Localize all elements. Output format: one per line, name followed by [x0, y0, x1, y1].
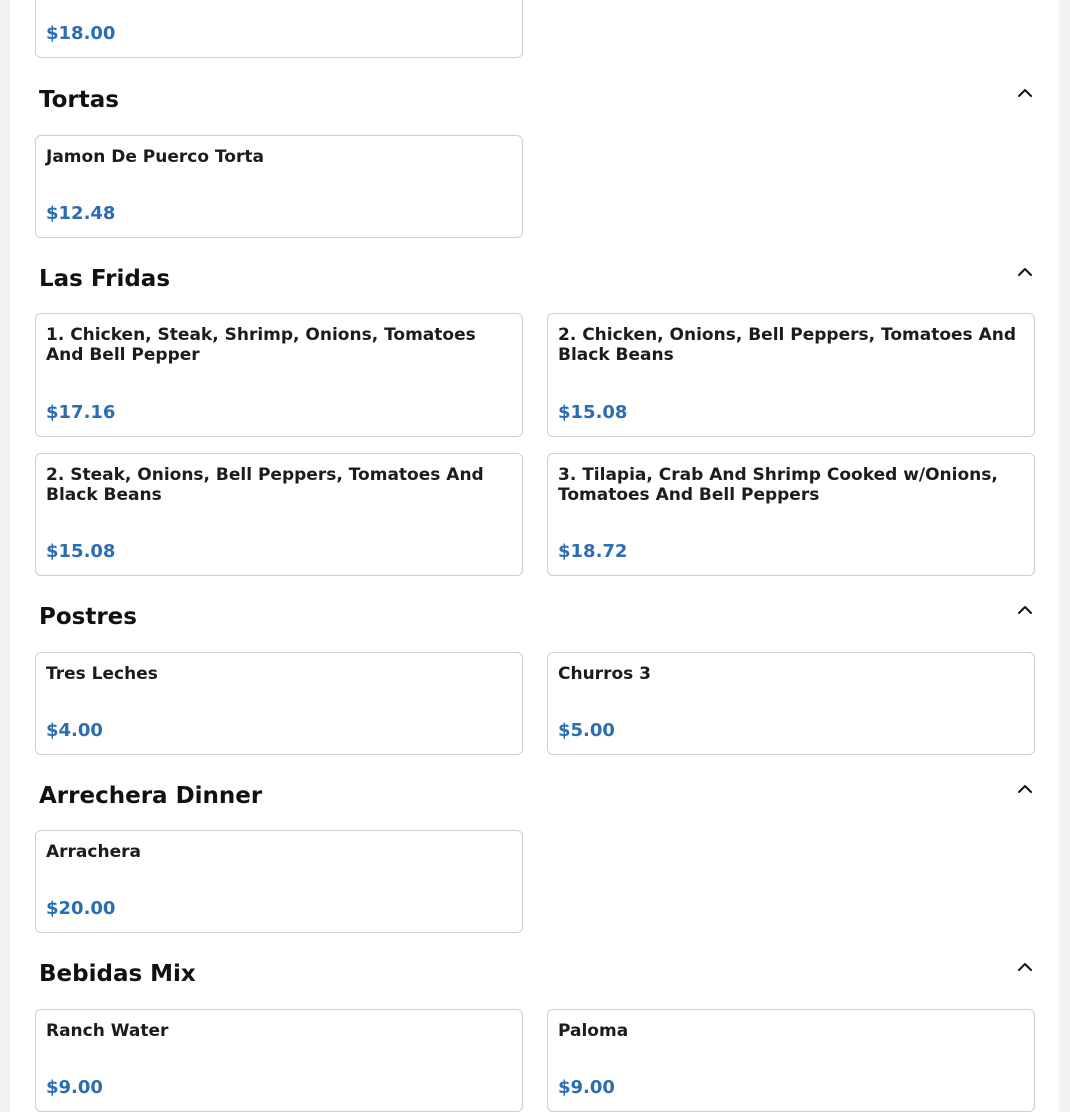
item-price: $5.00 — [558, 720, 615, 741]
item-price: $9.00 — [558, 1077, 615, 1098]
item-name: Arrachera — [46, 842, 141, 862]
item-name: 2. Chicken, Onions, Bell Peppers, Tomatoes And Black Beans — [558, 325, 1017, 365]
chevron-up-icon[interactable] — [1015, 957, 1035, 977]
menu-item-card[interactable] — [547, 652, 1035, 755]
item-price: $20.00 — [46, 898, 116, 919]
menu-item-card[interactable] — [547, 1009, 1035, 1112]
chevron-up-icon[interactable] — [1015, 600, 1035, 620]
chevron-up-icon[interactable] — [1015, 262, 1035, 282]
item-price: $9.00 — [46, 1077, 103, 1098]
section-title-bebidas-mix: Bebidas Mix — [39, 961, 196, 987]
item-price: $15.08 — [558, 402, 628, 423]
menu-item-card[interactable] — [35, 830, 523, 933]
section-title-arrechera-dinner: Arrechera Dinner — [39, 783, 263, 809]
chevron-up-icon[interactable] — [1015, 83, 1035, 103]
item-name: Jamon De Puerco Torta — [46, 147, 264, 167]
section-title-las-fridas: Las Fridas — [39, 266, 171, 292]
menu-item-card[interactable] — [547, 313, 1035, 437]
item-price: $18.00 — [46, 23, 116, 44]
item-price: $4.00 — [46, 720, 103, 741]
item-name: Churros 3 — [558, 664, 651, 684]
chevron-up-icon[interactable] — [1015, 779, 1035, 799]
item-price: $15.08 — [46, 541, 116, 562]
item-price: $18.72 — [558, 541, 628, 562]
menu-item-card[interactable] — [547, 453, 1035, 576]
section-title-tortas: Tortas — [39, 87, 119, 113]
menu-item-card[interactable] — [35, 453, 523, 576]
section-title-postres: Postres — [39, 604, 137, 630]
item-name: Ranch Water — [46, 1021, 169, 1041]
item-name: 2. Steak, Onions, Bell Peppers, Tomatoes And Black Beans — [46, 465, 484, 505]
item-name: Paloma — [558, 1021, 629, 1041]
item-name: 3. Tilapia, Crab And Shrimp Cooked w/Onions, Tomatoes And Bell Peppers — [558, 465, 998, 505]
menu-item-card[interactable] — [35, 135, 523, 238]
menu-item-card[interactable] — [35, 652, 523, 755]
item-name: 1. Chicken, Steak, Shrimp, Onions, Tomatoes And Bell Pepper — [46, 325, 476, 365]
item-name: Tres Leches — [46, 664, 158, 684]
item-price: $17.16 — [46, 402, 116, 423]
menu-item-card[interactable] — [35, 0, 523, 58]
menu-item-card[interactable] — [35, 313, 523, 437]
item-price: $12.48 — [46, 203, 116, 224]
menu-page — [10, 0, 1059, 1112]
menu-item-card[interactable] — [35, 1009, 523, 1112]
